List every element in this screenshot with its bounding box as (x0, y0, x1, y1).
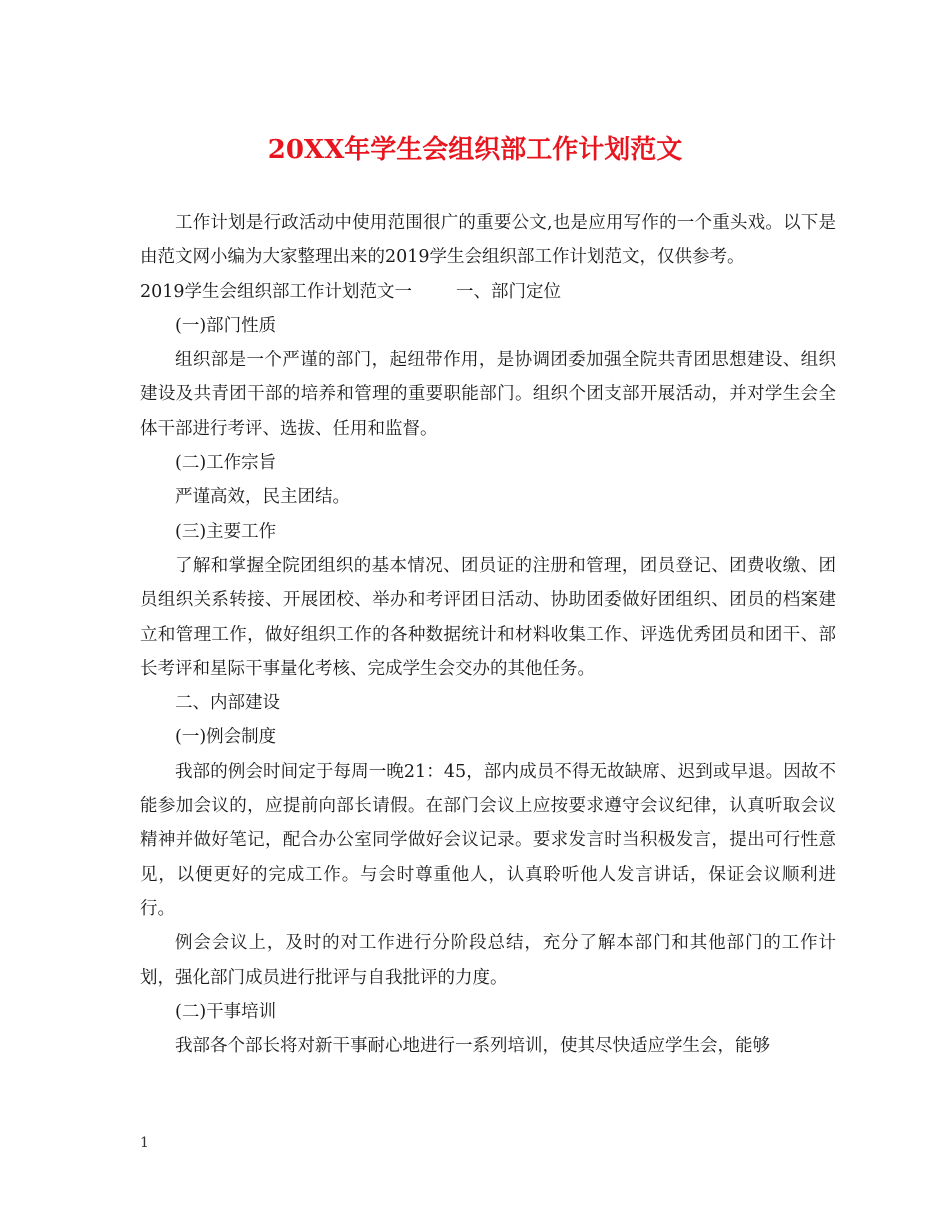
section-heading-internal-construction: 二、内部建设 (175, 693, 280, 714)
section-heading-line (140, 275, 836, 309)
document-title: 20XX年学生会组织部工作计划范文 (267, 135, 683, 165)
section-heading-department-position: 一、部门定位 (456, 281, 562, 302)
paragraph-main-work: 了解和掌握全院团组织的基本情况、团员证的注册和管理，团员登记、团费收缴、团员组织关系转接、开展团校、举办和考评团日活动、协助团委做好团组织、团员的档案建立和管理工作，做好组织工作的各种数据统计和材料收集工作、评选优秀团员和团干、部长考评和星际干事量化考核、完成学生会交办的其他任务。 (140, 555, 836, 679)
paragraph-work-purpose: 严谨高效，民主团结。 (175, 487, 350, 508)
paragraph-intro: 工作计划是行政活动中使用范围很广的重要公文,也是应用写作的一个重头戏。以下是由范文网小编为大家整理出来的2019学生会组织部工作计划范文，仅供参考。 (140, 213, 836, 268)
document-body (140, 206, 836, 1063)
paragraph-meeting-summary: 例会会议上，及时的对工作进行分阶段总结，充分了解本部门和其他部门的工作计划，强化部门成员进行批评与自我批评的力度。 (140, 933, 836, 988)
subheading-work-purpose: (二)工作宗旨 (175, 453, 277, 474)
subheading-staff-training: (二)干事培训 (175, 1001, 277, 1022)
subheading-main-work: (三)主要工作 (175, 521, 277, 542)
article-subtitle: 2019学生会组织部工作计划范文一 (140, 281, 413, 302)
subheading-meeting-system: (一)例会制度 (175, 727, 277, 748)
page-number: 1 (140, 1135, 149, 1151)
subheading-department-nature: (一)部门性质 (175, 315, 277, 336)
paragraph-meeting-system: 我部的例会时间定于每周一晚21：45，部内成员不得无故缺席、迟到或早退。因故不能参加会议的，应提前向部长请假。在部门会议上应按要求遵守会议纪律，认真听取会议精神并做好笔记，配合办公室同学做好会议记录。要求发言时当积极发言，提出可行性意见，以便更好的完成工作。与会时尊重他人，认真聆听他人发言讲话，保证会议顺利进行。 (140, 761, 836, 919)
paragraph-department-nature: 组织部是一个严谨的部门，起纽带作用，是协调团委加强全院共青团思想建设、组织建设及共青团干部的培养和管理的重要职能部门。组织个团支部开展活动，并对学生会全体干部进行考评、选拔、任用和监督。 (140, 350, 836, 439)
paragraph-staff-training: 我部各个部长将对新干事耐心地进行一系列培训，使其尽快适应学生会，能够 (175, 1036, 770, 1057)
